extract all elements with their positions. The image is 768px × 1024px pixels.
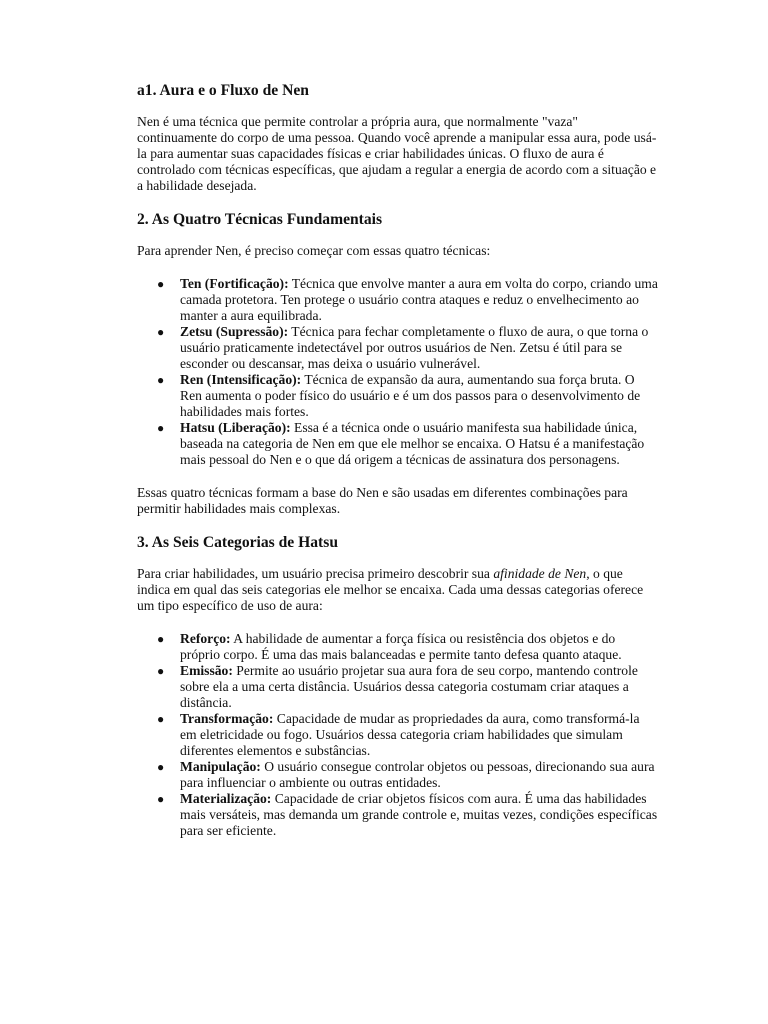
section2-heading: 2. As Quatro Técnicas Fundamentais — [137, 211, 383, 228]
section2-closing: Essas quatro técnicas formam a base do Nen e são usadas em diferentes combinações para permitir habilidades mais complexas. — [137, 485, 628, 516]
intro-text-after: , o que indica em qual das seis categorias ele melhor se encaixa. Cada uma dessas categorias oferece um tipo específico de uso de aura: — [137, 566, 644, 613]
item-text: Essa é a técnica onde o usuário manifesta sua habilidade única, baseada na categoria de Nen em que ele melhor se encaixa. O Hatsu é a manifestação mais pessoal do Nen e o que dá origem a técnicas de assinatura dos personagens. — [180, 420, 645, 467]
list-item — [137, 631, 658, 663]
item-term: Manipulação: — [180, 759, 261, 774]
item-text: Técnica que envolve manter a aura em volta do corpo, criando uma camada protetora. Ten protege o usuário contra ataques e reduz o envelhecimento ao manter a aura equilibrada. — [180, 276, 658, 323]
list-item — [137, 420, 658, 468]
techniques-list — [137, 276, 658, 468]
bullet-icon: ● — [157, 277, 165, 291]
item-text: Permite ao usuário projetar sua aura fora de seu corpo, mantendo controle sobre ela a uma certa distância. Usuários dessa categoria costumam criar ataques a distância. — [180, 663, 638, 710]
item-term: Materialização: — [180, 791, 272, 806]
bullet-icon: ● — [157, 632, 165, 646]
bullet-icon: ● — [157, 760, 165, 774]
bullet-icon: ● — [157, 373, 165, 387]
list-item — [137, 663, 658, 711]
bullet-icon: ● — [157, 664, 165, 678]
bullet-icon: ● — [157, 712, 165, 726]
item-term: Zetsu (Supressão): — [180, 324, 289, 339]
section3-heading: 3. As Seis Categorias de Hatsu — [137, 534, 338, 551]
list-item — [137, 372, 658, 420]
intro-text-before: Para criar habilidades, um usuário precisa primeiro descobrir sua — [137, 566, 494, 581]
item-text: Técnica para fechar completamente o fluxo de aura, o que torna o usuário praticamente indetectável por outros usuários de Nen. Zetsu é útil para se esconder ou descansar, mas deixa o usuário vulnerável. — [180, 324, 649, 371]
item-term: Hatsu (Liberação): — [180, 420, 291, 435]
bullet-icon: ● — [157, 792, 165, 806]
categories-list — [137, 631, 658, 839]
item-term: Transformação: — [180, 711, 274, 726]
intro-emphasis: afinidade de Nen — [493, 566, 587, 581]
list-item — [137, 791, 658, 839]
item-text: O usuário consegue controlar objetos ou pessoas, direcionando sua aura para influenciar o ambiente ou outras entidades. — [180, 759, 655, 790]
section1-heading: a1. Aura e o Fluxo de Nen — [137, 82, 309, 99]
list-item — [137, 711, 658, 759]
item-text: Técnica de expansão da aura, aumentando sua força bruta. O Ren aumenta o poder físico do usuário e é um dos passos para o desenvolvimento de habilidades mais fortes. — [180, 372, 641, 419]
list-item — [137, 324, 658, 372]
section2-intro: Para aprender Nen, é preciso começar com essas quatro técnicas: — [137, 243, 491, 258]
item-text: Capacidade de mudar as propriedades da aura, como transformá-la em eletricidade ou fogo. Usuários dessa categoria criam habilidades que simulam diferentes elementos e substâncias. — [180, 711, 640, 758]
list-item — [137, 276, 658, 324]
list-item — [137, 759, 658, 791]
item-term: Ten (Fortificação): — [180, 276, 289, 291]
item-text: A habilidade de aumentar a força física ou resistência dos objetos e do próprio corpo. É uma das mais balanceadas e permite tanto defesa quanto ataque. — [180, 631, 622, 662]
item-term: Emissão: — [180, 663, 233, 678]
item-term: Reforço: — [180, 631, 231, 646]
item-text: Capacidade de criar objetos físicos com aura. É uma das habilidades mais versáteis, mas demanda um grande controle e, muitas vezes, condições específicas para ser eficiente. — [180, 791, 658, 838]
section3-intro — [137, 566, 658, 614]
item-term: Ren (Intensificação): — [180, 372, 302, 387]
bullet-icon: ● — [157, 421, 165, 435]
section1-paragraph: Nen é uma técnica que permite controlar a própria aura, que normalmente "vaza" continuamente do corpo de uma pessoa. Quando você aprende a manipular essa aura, pode usá-la para aumentar suas capacidades físicas e criar habilidades únicas. O fluxo de aura é controlado com técnicas específicas, que ajudam a regular a energia de acordo com a situação e a habilidade desejada. — [137, 114, 657, 193]
bullet-icon: ● — [157, 325, 165, 339]
